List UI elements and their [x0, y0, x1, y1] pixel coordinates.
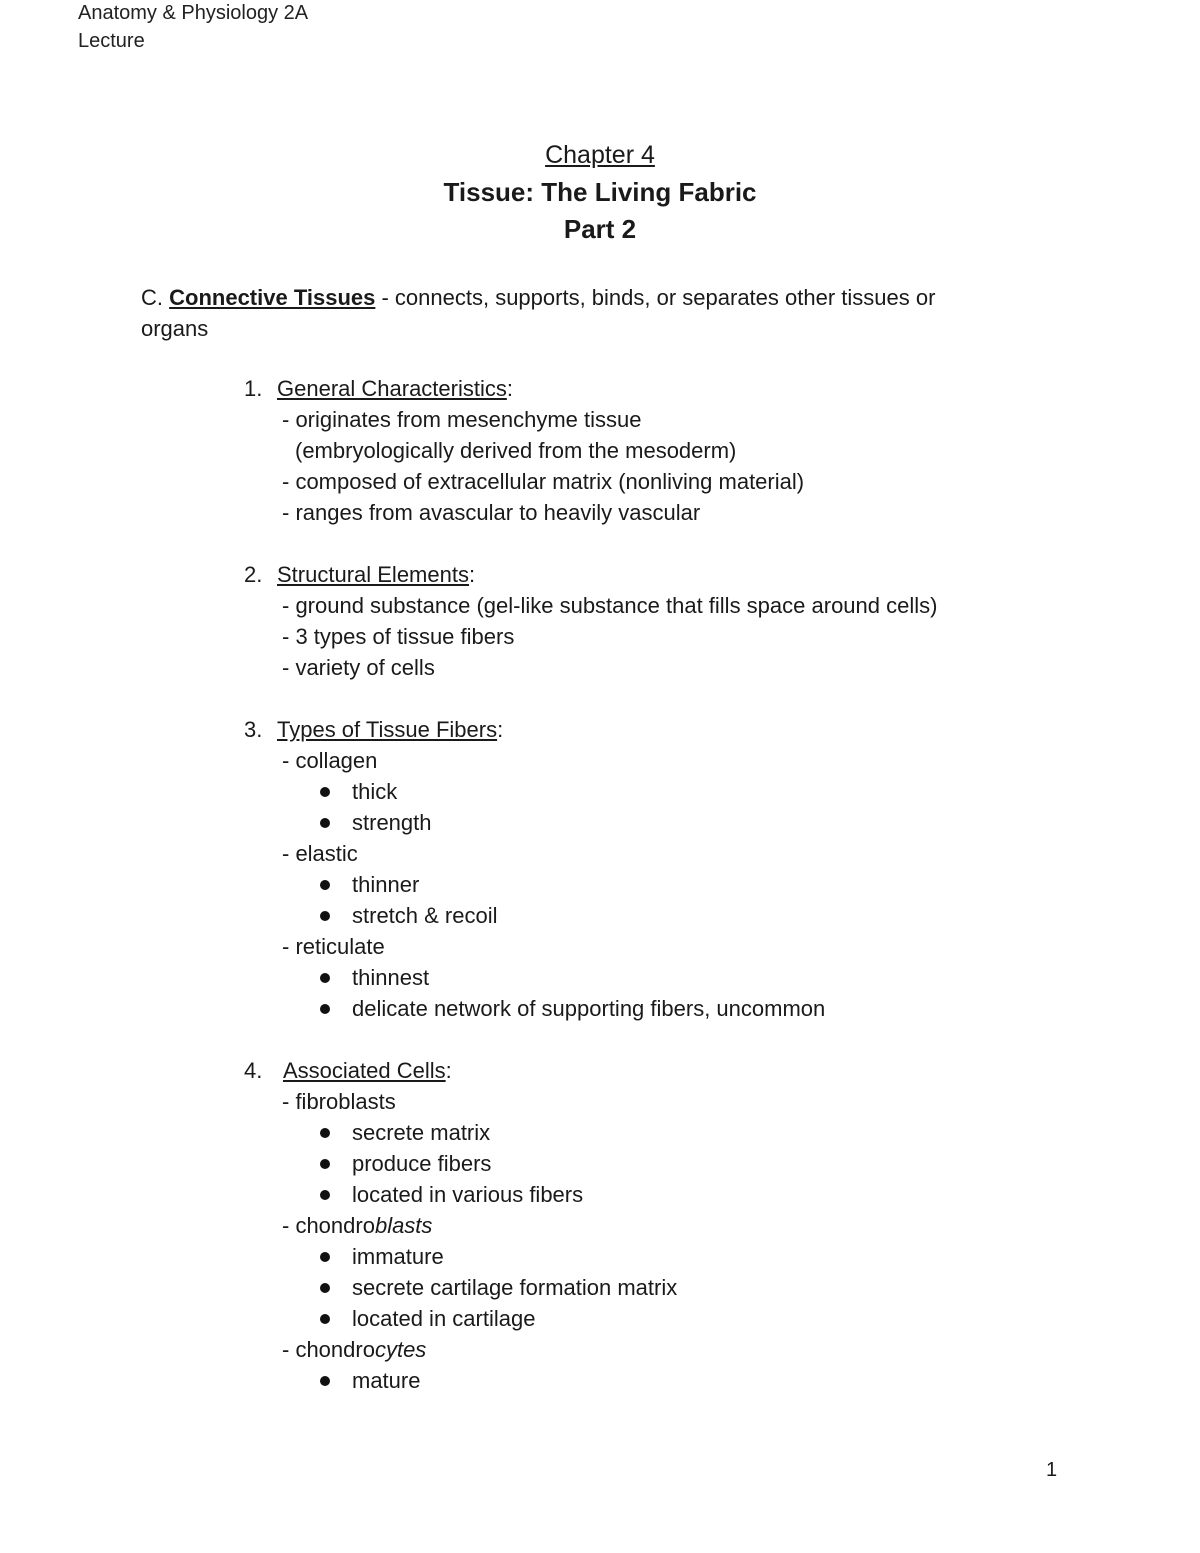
- chapter-title: Chapter 4: [545, 141, 655, 169]
- bullet-dot-icon: [320, 1376, 330, 1386]
- section-heading: [0, 1055, 1200, 1086]
- bullet-dot-icon: [320, 1190, 330, 1200]
- intro-definition-cont: organs: [141, 316, 209, 341]
- bullet-text: immature: [352, 1244, 444, 1269]
- section-heading: [0, 559, 1200, 590]
- bullet-dot-icon: [320, 911, 330, 921]
- bullet-text: located in various fibers: [352, 1182, 584, 1207]
- bullet-text: thick: [352, 779, 398, 804]
- fiber-type-label: - reticulate: [282, 934, 385, 959]
- bullet-dot-icon: [320, 973, 330, 983]
- colon: :: [468, 562, 476, 587]
- bullet-text: thinnest: [352, 965, 430, 990]
- section-associated-cells: [0, 1055, 1200, 1396]
- bullet-text: secrete matrix: [352, 1120, 491, 1145]
- bullet-dot-icon: [320, 1159, 330, 1169]
- bullet-item: [0, 1303, 1200, 1334]
- section-heading: [0, 373, 1200, 404]
- bullet-item: [0, 1117, 1200, 1148]
- cell-type-suffix: cytes: [374, 1337, 427, 1362]
- list-item: - 3 types of tissue fibers: [282, 624, 515, 649]
- bullet-item: [0, 1272, 1200, 1303]
- section-types-of-tissue-fibers: [0, 714, 1200, 1024]
- chapter-subtitle: Tissue: The Living Fabric: [443, 177, 757, 207]
- intro-definition: - connects, supports, binds, or separates other tissues or: [375, 285, 936, 310]
- sections-list: [0, 373, 1200, 1427]
- bullet-text: stretch & recoil: [352, 903, 498, 928]
- section-general-characteristics: [0, 373, 1200, 528]
- bullet-item: [0, 900, 1200, 931]
- intro-paragraph: [141, 282, 1021, 344]
- bullet-dot-icon: [320, 1252, 330, 1262]
- list-item: - originates from mesenchyme tissue: [282, 407, 642, 432]
- bullet-dot-icon: [320, 787, 330, 797]
- bullet-text: thinner: [352, 872, 420, 897]
- list-item: - ground substance (gel-like substance that fills space around cells): [282, 593, 938, 618]
- chapter-part: Part 2: [563, 214, 637, 244]
- bullet-item: [0, 962, 1200, 993]
- fiber-type-label: - elastic: [282, 841, 358, 866]
- list-item: - ranges from avascular to heavily vascular: [282, 500, 701, 525]
- cell-type-label: - fibroblasts: [282, 1089, 396, 1114]
- bullet-text: produce fibers: [352, 1151, 492, 1176]
- list-item: - composed of extracellular matrix (nonliving material): [282, 469, 805, 494]
- bullet-dot-icon: [320, 1314, 330, 1324]
- bullet-text: located in cartilage: [352, 1306, 536, 1331]
- colon: :: [497, 717, 504, 742]
- bullet-item: [0, 993, 1200, 1024]
- section-structural-elements: [0, 559, 1200, 683]
- section-heading: [0, 714, 1200, 745]
- cell-type-prefix: - chondro: [282, 1213, 375, 1238]
- bullet-text: delicate network of supporting fibers, uncommon: [352, 996, 826, 1021]
- header-type: Lecture: [78, 30, 145, 52]
- bullet-dot-icon: [320, 1128, 330, 1138]
- fiber-type-label: - collagen: [282, 748, 378, 773]
- cell-type-suffix: blasts: [374, 1213, 433, 1238]
- bullet-dot-icon: [320, 1283, 330, 1293]
- bullet-dot-icon: [320, 818, 330, 828]
- section-heading-text: General Characteristics: [277, 376, 507, 401]
- cell-type-prefix: - chondro: [282, 1337, 375, 1362]
- bullet-item: [0, 1179, 1200, 1210]
- header-course: Anatomy & Physiology 2A: [78, 2, 309, 24]
- bullet-text: strength: [352, 810, 432, 835]
- bullet-item: [0, 1365, 1200, 1396]
- bullet-dot-icon: [320, 880, 330, 890]
- list-item-continuation: (embryologically derived from the mesoderm): [295, 438, 737, 463]
- section-number: 3.: [244, 717, 263, 742]
- colon: :: [445, 1058, 452, 1083]
- bullet-item: [0, 807, 1200, 838]
- bullet-item: [0, 776, 1200, 807]
- list-item: - variety of cells: [282, 655, 435, 680]
- bullet-item: [0, 1241, 1200, 1272]
- bullet-item: [0, 869, 1200, 900]
- colon: :: [506, 376, 513, 401]
- cell-type-label: [0, 1334, 1200, 1365]
- section-heading-text: Associated Cells: [283, 1058, 446, 1083]
- bullet-text: secrete cartilage formation matrix: [352, 1275, 678, 1300]
- cell-type-label: [0, 1210, 1200, 1241]
- bullet-item: [0, 1148, 1200, 1179]
- bullet-text: mature: [352, 1368, 421, 1393]
- section-number: 4.: [244, 1058, 263, 1083]
- intro-term: Connective Tissues: [169, 285, 376, 310]
- page-number: 1: [1046, 1459, 1058, 1481]
- bullet-dot-icon: [320, 1004, 330, 1014]
- section-number: 2.: [244, 562, 263, 587]
- section-heading-text: Structural Elements: [277, 562, 469, 587]
- intro-label: C.: [141, 285, 163, 310]
- section-number: 1.: [244, 376, 263, 401]
- section-heading-text: Types of Tissue Fibers: [277, 717, 498, 742]
